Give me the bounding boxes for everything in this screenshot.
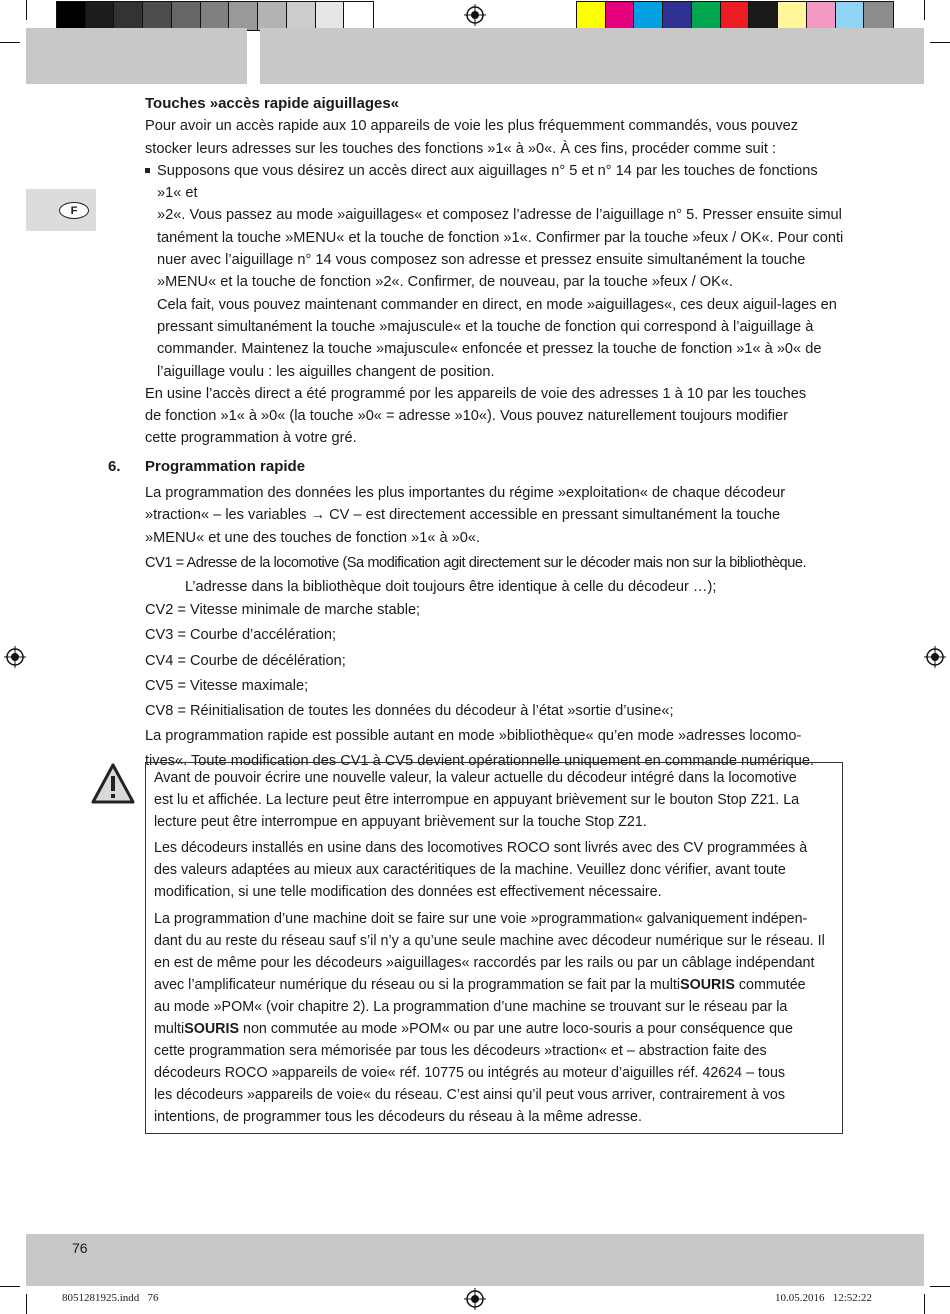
paragraph-line: tanément la touche »MENU« et la touche de fonction »1«. Confirmer par la touche »feux / OK«. Pour conti: [157, 229, 844, 246]
paragraph-line: des valeurs adaptées au mieux aux caractéritiques de la machine. Veuillez donc vérifier, avant toute: [154, 862, 786, 879]
paragraph-line: »2«. Vous passez au mode »aiguillages« et composez l’adresse de l’aiguillage n° 5. Presser ensuite simul: [157, 207, 842, 224]
color-swatch: [778, 2, 807, 30]
paragraph-line: en est de même pour les décodeurs »aiguillages« raccordés par les rails ou par un câblage indépendant: [154, 954, 815, 971]
crop-mark: [930, 1286, 950, 1287]
paragraph-line: cette programmation à votre gré.: [145, 430, 357, 447]
color-swatch: [316, 2, 345, 30]
paragraph-line: La programmation d’une machine doit se faire sur une voie »programmation« galvaniquement indépen-: [154, 910, 808, 927]
grayscale-color-bar: [56, 1, 374, 31]
paragraph-line: En usine l’accès direct a été programmé por les appareils de voie des adresses 1 à 10 par les touches: [145, 385, 807, 402]
paragraph-line: de fonction »1« à »0« (la touche »0« = adresse »10«). Vous pouvez naturellement toujours modifier: [145, 408, 788, 425]
cv-item: CV1 = Adresse de la locomotive (Sa modification agit directement sur le décoder mais non sur la bibliothèque.: [145, 554, 807, 571]
cv-item: CV4 = Courbe de décélération;: [145, 652, 346, 669]
warning-box: [145, 762, 843, 1134]
crop-mark: [26, 0, 27, 20]
crop-mark: [924, 1294, 925, 1314]
paragraph-line: »MENU« et une des touches de fonction »1« à »0«.: [145, 529, 481, 546]
paragraph-line: est lu et affichée. La lecture peut être interrompue en appuyant brièvement sur le bouton Stop Z21. La: [154, 792, 800, 809]
paragraph-line: Pour avoir un accès rapide aux 10 appareils de voie les plus fréquemment commandés, vous pouvez: [145, 118, 799, 135]
paragraph-line: les décodeurs »appareils de voie« du réseau. C’est ainsi qu’il peut vous arriver, contrairement à vos: [154, 1087, 785, 1104]
color-swatch: [663, 2, 692, 30]
bullet-item: [145, 160, 845, 383]
cv-item: CV3 = Courbe d’accélération;: [145, 627, 337, 644]
cv-item: L’adresse dans la bibliothèque doit toujours être identique à celle du décodeur …);: [185, 579, 717, 596]
main-content: [108, 93, 845, 775]
color-swatch: [344, 2, 373, 30]
color-swatch: [143, 2, 172, 30]
color-swatch: [864, 2, 893, 30]
paragraph-line: Cela fait, vous pouvez maintenant commander en direct, en mode »aiguillages«, ces deux aiguil-lages en: [157, 296, 837, 313]
paragraph-line: La programmation des données les plus importantes du régime »exploitation« de chaque décodeur: [145, 485, 786, 502]
paragraph-line: l’aiguillage voulu : les aiguilles changent de position.: [157, 363, 495, 380]
footer-file-info: 8051281925.indd 76: [62, 1292, 159, 1304]
paragraph-line: Supposons que vous désirez un accès direct aux aiguillages n° 5 et n° 14 par les touches de fonctions »1« et: [157, 162, 818, 202]
paragraph-line: pressant simultanément la touche »majuscule« et la touche de fonction qui correspond à l’aiguillage à: [157, 318, 814, 335]
language-tab-label: F: [59, 202, 89, 219]
paragraph-line: tives«. Toute modification des CV1 à CV5 devient opérationnelle uniquement en commande numérique.: [145, 753, 815, 770]
cv-item: CV8 = Réinitialisation de toutes les données du décodeur à l’état »sortie d’usine«;: [145, 702, 674, 719]
paragraph-line: intentions, de programmer tous les décodeurs du réseau à la même adresse.: [154, 1109, 642, 1126]
cv-item: CV2 = Vitesse minimale de marche stable;: [145, 602, 421, 619]
section-number: 6.: [108, 457, 121, 475]
color-swatch: [721, 2, 750, 30]
crop-mark: [924, 0, 925, 20]
footer-band: [26, 1234, 924, 1286]
paragraph-line: au mode »POM« (voir chapitre 2). La programmation d’une machine se trouvant sur le réseau par la: [154, 998, 788, 1015]
cv-list: [145, 551, 845, 775]
bullet-square-icon: [145, 168, 150, 173]
warning-triangle-icon: [90, 762, 136, 806]
registration-mark-icon: [464, 4, 486, 26]
warning-paragraph: [154, 837, 834, 903]
color-swatch: [836, 2, 865, 30]
paragraph-line: dant du au reste du réseau sauf s’il n’y a qu’une seule machine avec décodeur numérique sur le réseau. Il: [154, 932, 825, 949]
paragraph-line: cette programmation sera mémorisée par tous les décodeurs »traction« et – abstraction faite des: [154, 1043, 767, 1060]
footer-timestamp: 10.05.2016 12:52:22: [775, 1292, 872, 1304]
header-band-right: [260, 28, 924, 84]
paragraph-line: commander. Maintenez la touche »majuscule« enfoncée et pressez la touche de fonction »1« à »0« de: [157, 341, 822, 358]
section-heading: Programmation rapide: [145, 457, 306, 475]
paragraph-line: »traction« – les variables → CV – est directement accessible en pressant simultanément la touche: [145, 507, 781, 524]
paragraph-line: modification, si une telle modification des données est effectivement nécessaire.: [154, 884, 662, 901]
paragraph-line: La programmation rapide est possible autant en mode »bibliothèque« qu’en mode »adresses locomo-: [145, 728, 802, 745]
paragraph-line: lecture peut être interrompue en appuyant brièvement sur la touche Stop Z21.: [154, 814, 647, 831]
color-swatch: [692, 2, 721, 30]
paragraph-line: nuer avec l’aiguillage n° 14 vous composez son adresse et pressez ensuite simultanément la touche: [157, 252, 806, 269]
section-heading: Touches »accès rapide aiguillages«: [145, 95, 400, 112]
color-swatch: [287, 2, 316, 30]
paragraph-line: stocker leurs adresses sur les touches des fonctions »1« à »0«. À ces fins, procéder comme suit :: [145, 140, 777, 157]
paragraph-line: Avant de pouvoir écrire une nouvelle valeur, la valeur actuelle du décodeur intégré dans la locomotive: [154, 770, 797, 786]
color-swatch: [577, 2, 606, 30]
crop-mark: [0, 1286, 20, 1287]
page-number: 76: [72, 1240, 88, 1256]
crop-mark: [26, 1294, 27, 1314]
crop-mark: [930, 42, 950, 43]
cv-item: CV5 = Vitesse maximale;: [145, 677, 309, 694]
registration-mark-icon: [924, 646, 946, 668]
color-swatch: [229, 2, 258, 30]
color-swatch: [114, 2, 143, 30]
paragraph-line: décodeurs ROCO »appareils de voie« réf. 10775 ou intégrés au moteur d’aiguilles réf. 42624 – tous: [154, 1065, 786, 1082]
warning-paragraph: [154, 767, 834, 833]
registration-mark-icon: [4, 646, 26, 668]
paragraph-line: multiSOURIS non commutée au mode »POM« ou par une autre loco-souris a pour conséquence que: [154, 1021, 793, 1038]
color-swatch: [201, 2, 230, 30]
color-swatch: [807, 2, 836, 30]
header-band-left: [26, 28, 247, 84]
cmyk-color-bar: [576, 1, 894, 31]
warning-paragraph: [154, 908, 834, 1129]
paragraph-line: »MENU« et la touche de fonction »2«. Confirmer, de nouveau, par la touche »feux / OK«.: [157, 274, 733, 291]
color-swatch: [606, 2, 635, 30]
color-swatch: [172, 2, 201, 30]
color-swatch: [57, 2, 86, 30]
color-swatch: [634, 2, 663, 30]
registration-mark-icon: [464, 1288, 486, 1310]
crop-mark: [0, 42, 20, 43]
section-6-header: [108, 456, 845, 478]
color-swatch: [86, 2, 115, 30]
color-swatch: [749, 2, 778, 30]
paragraph-line: Les décodeurs installés en usine dans des locomotives ROCO sont livrés avec des CV programmées à: [154, 840, 808, 857]
color-swatch: [258, 2, 287, 30]
paragraph-line: avec l’amplificateur numérique du réseau ou si la programmation se fait par la multiSOURIS commutée: [154, 976, 806, 993]
